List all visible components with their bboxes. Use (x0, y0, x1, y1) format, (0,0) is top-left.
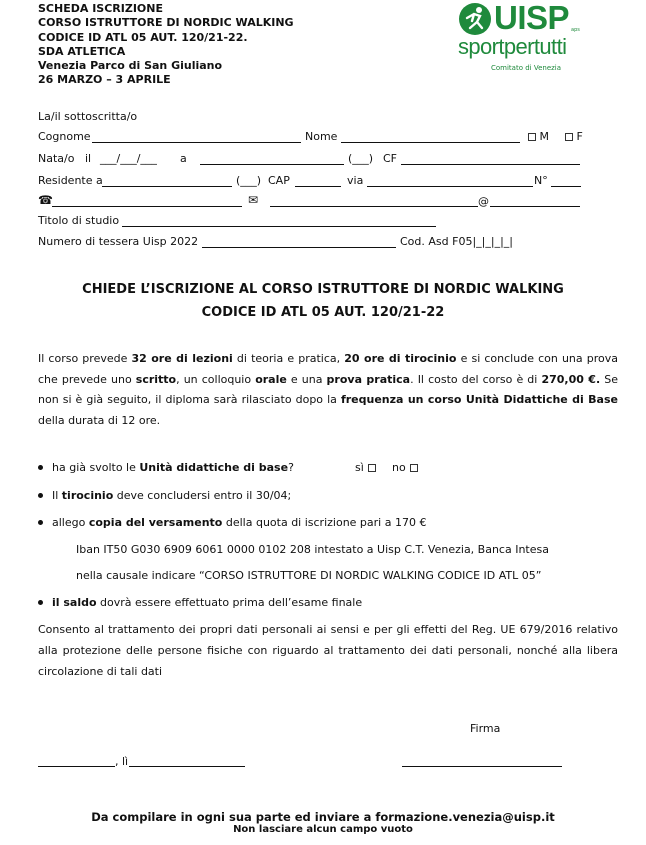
bullet-dot (38, 465, 43, 470)
a-label: a (180, 152, 187, 165)
cognome-label: Cognome (38, 130, 91, 143)
header-line: 26 MARZO – 3 APRILE (38, 73, 171, 87)
titolo-field[interactable] (122, 226, 436, 227)
via-label: via (347, 174, 364, 187)
numero-label: N° (534, 174, 548, 187)
phone-icon: ☎ (38, 193, 53, 207)
bullet-dot (38, 493, 43, 498)
place-field[interactable] (38, 766, 115, 767)
cod-asd-field[interactable]: Cod. Asd F05|_|_|_|_| (400, 235, 513, 248)
header-block (38, 2, 294, 88)
numero-field[interactable] (551, 186, 581, 187)
email-user-field[interactable] (270, 206, 478, 207)
checkbox-si[interactable] (368, 464, 376, 472)
header-line: SCHEDA ISCRIZIONE (38, 2, 163, 15)
checkbox-f[interactable] (565, 133, 573, 141)
birthplace-field[interactable] (200, 164, 344, 165)
tessera-label: Numero di tessera Uisp 2022 (38, 235, 199, 248)
logo-tagline: sportpertutti (458, 34, 567, 59)
res-province-field[interactable]: (___) (236, 174, 262, 187)
cf-field[interactable] (401, 164, 580, 165)
request-title-line2: CODICE ID ATL 05 AUT. 120/21-22 (201, 305, 445, 320)
uisp-logo (458, 2, 582, 74)
footer-note: Non lasciare alcun campo vuoto (233, 824, 413, 835)
logo-brand: UISP (494, 0, 570, 36)
residente-label: Residente a (38, 174, 103, 187)
header-line: SDA ATLETICA (38, 44, 126, 58)
intro-label: La/il sottoscritta/o (38, 110, 138, 123)
cap-label: CAP (268, 174, 290, 187)
via-field[interactable] (367, 186, 533, 187)
at-label: @ (478, 195, 489, 208)
bullet-versamento: allego copia del versamento della quota di iscrizione pari a 170 € (38, 516, 426, 529)
logo-aps: aps (571, 27, 580, 33)
email-domain-field[interactable] (490, 206, 580, 207)
tessera-field[interactable] (202, 247, 396, 248)
request-title-line1: CHIEDE L’ISCRIZIONE AL CORSO ISTRUTTORE DI NORDIC WALKING (82, 282, 564, 297)
residenza-field[interactable] (102, 186, 232, 187)
nato-label: Nata/o (38, 152, 75, 165)
footer-instruction: Da compilare in ogni sua parte ed inviare a formazione.venezia@uisp.it (91, 810, 555, 824)
date-field[interactable] (129, 766, 245, 767)
logo-committee: Comitato di Venezia (491, 64, 562, 72)
signature-field[interactable] (402, 766, 562, 767)
cognome-field[interactable] (92, 142, 301, 143)
bullet-tirocinio: Il tirocinio deve concludersi entro il 30/04; (38, 489, 291, 502)
cf-label: CF (383, 152, 398, 165)
bullet-dot (38, 600, 43, 605)
course-description: Il corso prevede 32 ore di lezioni di teoria e pratica, 20 ore di tirocinio e si conclude con una prova che prevede uno scritto, un colloquio orale e una prova pratica. Il costo del corso è di 270,00 €. Se non si è già seguito, il diploma sarà rilasciato dopo la frequenza un corso Unità Didattiche di Base della durata di 12 ore. (38, 352, 618, 427)
titolo-label: Titolo di studio (38, 214, 120, 227)
header-line: CORSO ISTRUTTORE DI NORDIC WALKING (38, 16, 294, 30)
runner-icon (458, 2, 494, 36)
sex-m[interactable]: M (524, 130, 549, 143)
nome-field[interactable] (341, 142, 520, 143)
header-line: Venezia Parco di San Giuliano (38, 59, 223, 73)
sex-f[interactable]: F (561, 130, 583, 143)
bullet-saldo: il saldo dovrà essere effettuato prima dell’esame finale (38, 596, 362, 609)
causale-text: nella causale indicare “CORSO ISTRUTTORE DI NORDIC WALKING CODICE ID ATL 05” (76, 569, 542, 582)
checkbox-m[interactable] (528, 133, 536, 141)
phone-field[interactable] (52, 206, 242, 207)
bullet-dot (38, 520, 43, 525)
checkbox-no[interactable] (410, 464, 418, 472)
birthdate-field[interactable]: ___/___/___ (100, 152, 157, 165)
mail-icon: ✉ (248, 193, 259, 207)
option-no[interactable]: no (392, 461, 418, 474)
option-si[interactable]: sì (355, 461, 376, 474)
bullet-udb: ha già svolto le Unità didattiche di base? (38, 461, 294, 474)
il-label: il (85, 152, 92, 165)
nome-label: Nome (305, 130, 338, 143)
header-line: CODICE ID ATL 05 AUT. 120/21-22. (38, 30, 248, 44)
province-field[interactable]: (___) (348, 152, 374, 165)
li-label: , lì (115, 755, 129, 768)
cap-field[interactable] (295, 186, 341, 187)
consent-text: Consento al trattamento dei propri dati personali ai sensi e per gli effetti del Reg. UE 679/2016 relativo alla protezione delle persone fisiche con riguardo al trattamento dei dati personali, nonché alla libera circolazione di tali dati (38, 623, 618, 678)
firma-label: Firma (470, 722, 501, 735)
iban-text: Iban IT50 G030 6909 6061 0000 0102 208 intestato a Uisp C.T. Venezia, Banca Intesa (76, 543, 549, 556)
